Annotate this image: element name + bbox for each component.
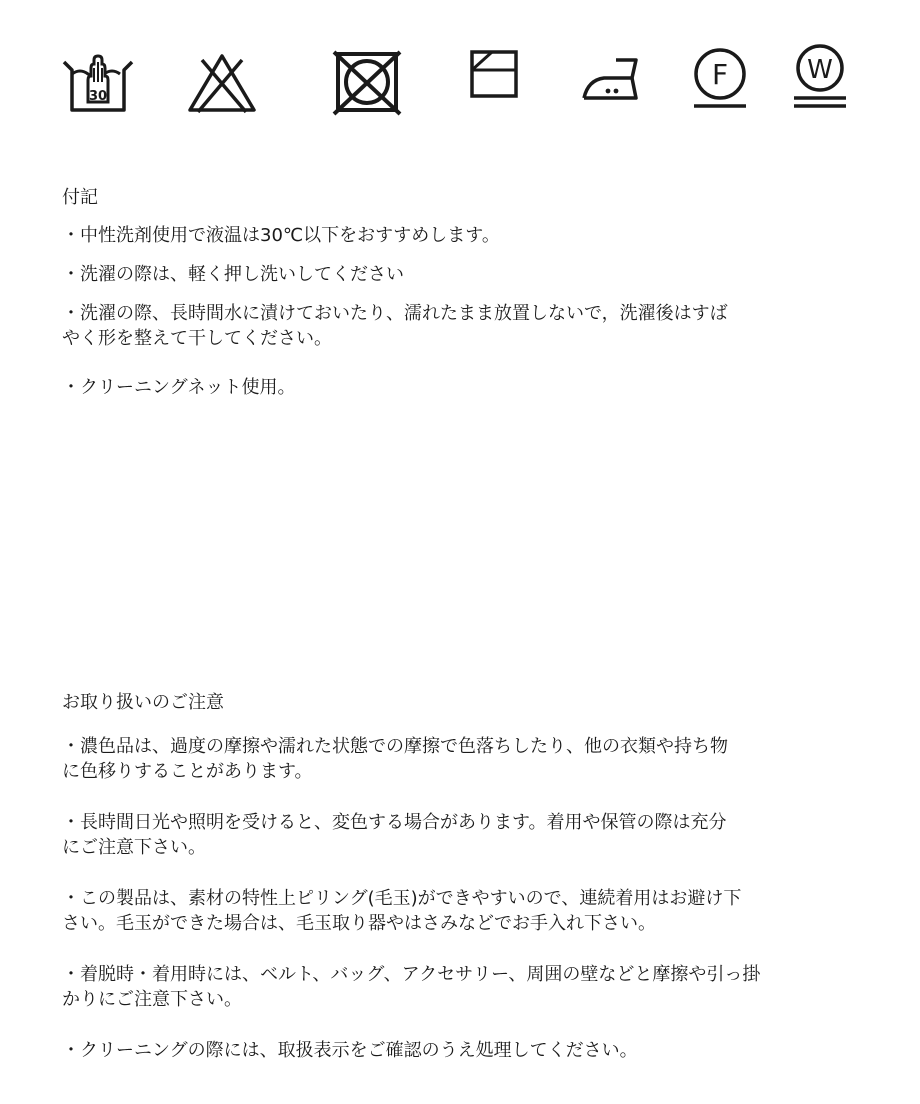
care-symbols-row xyxy=(0,0,920,120)
no-tumble-dry-icon xyxy=(328,40,408,120)
notes-heading: 付記 xyxy=(62,187,98,208)
note-item: ・洗濯の際、長時間水に漬けておいたり、濡れたまま放置しないで，洗濯後はすば やく形を整えて干してください。 xyxy=(62,303,728,349)
no-bleach-icon xyxy=(182,40,262,120)
iron-low-icon xyxy=(576,40,656,120)
wet-clean-label: W xyxy=(807,55,833,85)
wet-clean-w-icon xyxy=(780,40,860,120)
note-item: ・中性洗剤使用で液温は30℃以下をおすすめします。 xyxy=(62,225,500,246)
notes-section xyxy=(62,185,862,414)
caution-item: ・この製品は、素材の特性上ピリング(毛玉)ができやすいので、連続着用はお避け下 さい。毛玉ができた場合は、毛玉取り器やはさみなどでお手入れ下さい。 xyxy=(62,888,742,934)
dry-clean-label: F xyxy=(711,58,729,91)
hand-wash-temp-label: 30 xyxy=(88,89,108,104)
caution-item: ・着脱時・着用時には、ベルト、バッグ、アクセサリー、周囲の壁などと摩擦や引っ掛 かりにご注意下さい。 xyxy=(62,964,761,1010)
cautions-heading: お取り扱いのご注意 xyxy=(62,692,224,713)
hand-wash-30-icon xyxy=(58,40,138,120)
note-item: ・クリーニングネット使用。 xyxy=(62,377,296,398)
caution-item: ・長時間日光や照明を受けると、変色する場合があります。着用や保管の際は充分 にご注意下さい。 xyxy=(62,812,727,858)
line-dry-icon xyxy=(456,40,536,120)
caution-item: ・クリーニングの際には、取扱表示をご確認のうえ処理してください。 xyxy=(62,1040,638,1061)
caution-item: ・濃色品は、過度の摩擦や濡れた状態での摩擦で色落ちしたり、他の衣類や持ち物 に色移りすることがあります。 xyxy=(62,736,728,782)
dry-clean-f-icon xyxy=(680,40,760,120)
note-item: ・洗濯の際は、軽く押し洗いしてください xyxy=(62,264,404,285)
cautions-section xyxy=(62,690,862,1089)
